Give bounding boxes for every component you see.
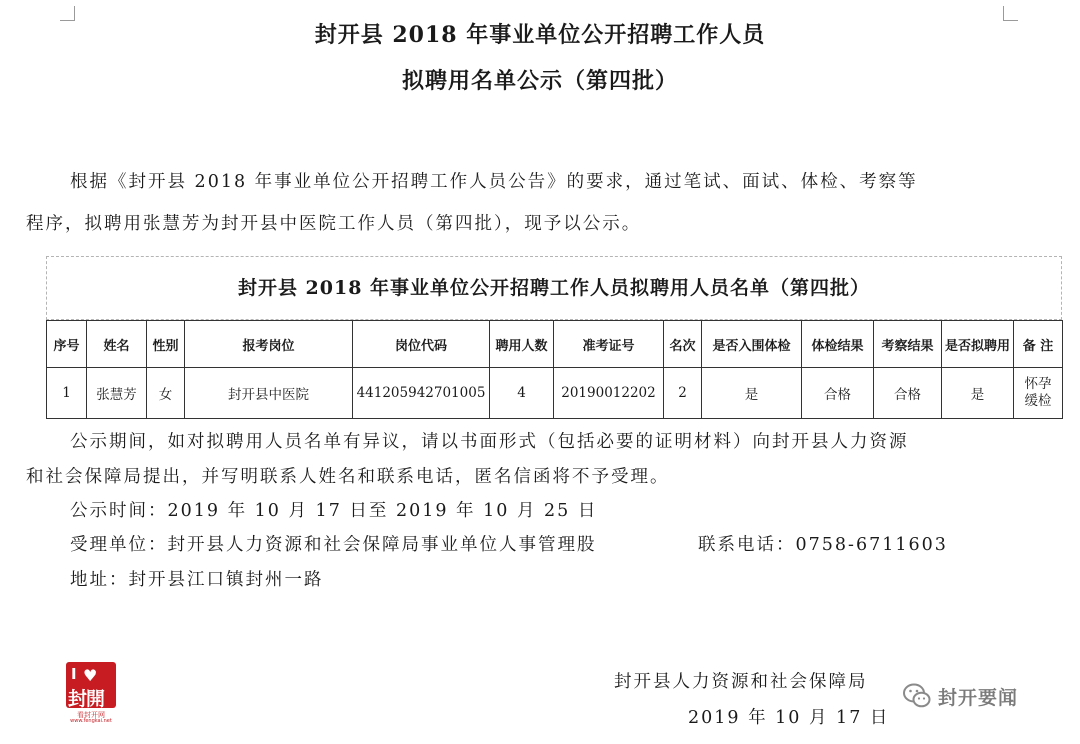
watermark-text: 封开要闻	[938, 686, 1019, 709]
cell-position: 封开县中医院	[185, 368, 353, 419]
header-index: 序号	[47, 321, 87, 368]
header-physical-shortlist: 是否入围体检	[702, 321, 802, 368]
intro-paragraph-line2: 程序，拟聘用张慧芳为封开县中医院工作人员（第四批），现予以公示。	[26, 214, 642, 234]
document-title-line2: 拟聘用名单公示（第四批）	[401, 68, 678, 94]
cell-index: 1	[47, 368, 87, 419]
cell-gender: 女	[147, 368, 185, 419]
cell-physical-shortlist: 是	[702, 368, 802, 419]
table-title: 封开县 2018 年事业单位公开招聘工作人员拟聘用人员名单（第四批）	[237, 277, 871, 299]
notice-phone: 联系电话：0758-6711603	[698, 535, 948, 555]
issuer-signature: 封开县人力资源和社会保障局	[614, 672, 868, 692]
cell-remarks: 怀孕缓检	[1014, 368, 1063, 419]
appointee-table	[46, 320, 1063, 419]
wechat-icon	[902, 682, 932, 710]
wechat-watermark	[902, 680, 1018, 712]
header-rank: 名次	[664, 321, 702, 368]
header-exam-number: 准考证号	[554, 321, 664, 368]
notice-line1: 公示期间，如对拟聘用人员名单有异议，请以书面形式（包括必要的证明材料）向封开县人力资源	[70, 432, 909, 452]
header-hire-count: 聘用人数	[490, 321, 554, 368]
logo-main-text: 封開	[68, 688, 105, 710]
issue-date: 2019 年 10 月 17 日	[688, 708, 890, 728]
notice-receiving-unit: 受理单位：封开县人力资源和社会保障局事业单位人事管理股	[70, 535, 597, 555]
header-to-be-hired: 是否拟聘用	[942, 321, 1014, 368]
header-position: 报考岗位	[185, 321, 353, 368]
notice-line2: 和社会保障局提出，并写明联系人姓名和联系电话，匿名信函将不予受理。	[26, 467, 670, 487]
header-assessment-result: 考察结果	[874, 321, 942, 368]
cell-to-be-hired: 是	[942, 368, 1014, 419]
notice-address: 地址：封开县江口镇封州一路	[70, 570, 324, 590]
document-title-line1: 封开县 2018 年事业单位公开招聘工作人员	[314, 22, 766, 48]
table-title-box	[46, 256, 1062, 320]
intro-paragraph-line1: 根据《封开县 2018 年事业单位公开招聘工作人员公告》的要求，通过笔试、面试、体检、考察等	[70, 172, 918, 192]
header-name: 姓名	[87, 321, 147, 368]
table-row	[47, 368, 1063, 419]
logo-sub-text: 看封开网	[77, 711, 105, 719]
cell-assessment-result: 合格	[874, 368, 942, 419]
logo-letter: I	[71, 665, 77, 683]
cell-position-code: 441205942701005	[353, 368, 490, 419]
header-physical-result: 体检结果	[802, 321, 874, 368]
cell-exam-number: 20190012202	[554, 368, 664, 419]
header-remarks: 备 注	[1014, 321, 1063, 368]
cell-hire-count: 4	[490, 368, 554, 419]
cell-rank: 2	[664, 368, 702, 419]
table-header-row	[47, 321, 1063, 368]
logo-url: www.fengkai.net	[70, 718, 112, 724]
logo-badge	[66, 662, 116, 708]
header-position-code: 岗位代码	[353, 321, 490, 368]
notice-period: 公示时间：2019 年 10 月 17 日至 2019 年 10 月 25 日	[70, 501, 598, 521]
header-gender: 性别	[147, 321, 185, 368]
cell-name: 张慧芳	[87, 368, 147, 419]
cell-physical-result: 合格	[802, 368, 874, 419]
fengkai-logo	[66, 662, 116, 722]
heart-icon: ♥	[83, 666, 98, 685]
